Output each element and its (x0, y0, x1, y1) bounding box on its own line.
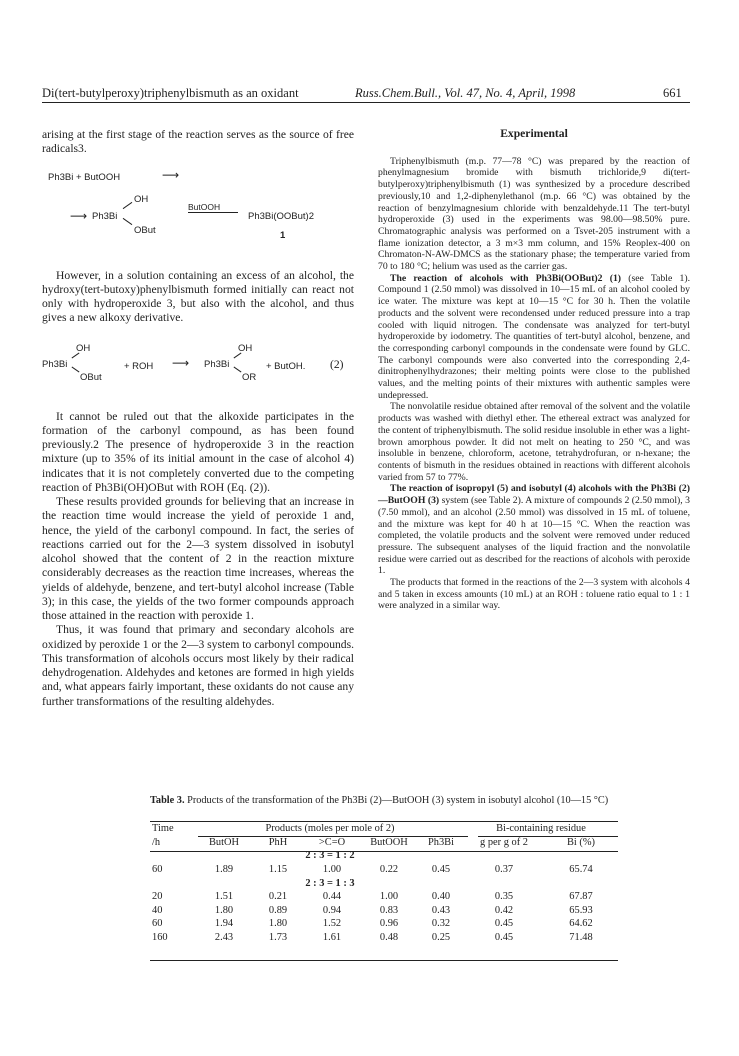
table-cell: 0.40 (431, 891, 451, 903)
table-row (150, 917, 618, 931)
table-header: g per g of 2 (480, 836, 528, 848)
header-title: Di(tert-butylperoxy)triphenylbismuth as an oxidant (42, 86, 299, 100)
table-cell: 0.94 (322, 904, 342, 916)
table-cell: 71.48 (569, 932, 593, 944)
table-cell: 1.73 (268, 932, 288, 944)
table-cell: 0.83 (379, 904, 399, 916)
table-cell: 0.32 (431, 918, 451, 930)
eq-oh: OH (76, 342, 91, 354)
table-header: Products (moles per mole of 2) (265, 823, 395, 835)
table-cell: 0.96 (379, 918, 399, 930)
table-cell: 0.21 (268, 891, 288, 903)
page-number: 661 (663, 86, 682, 100)
eq-obu: OBut (80, 371, 102, 383)
table-header-row (150, 836, 618, 850)
table-cell: 0.48 (379, 932, 399, 944)
table-group-row (150, 876, 618, 890)
table-cell: 1.80 (268, 918, 288, 930)
table-header: /h (152, 836, 161, 848)
table-cell: 0.42 (494, 904, 514, 916)
paragraph: However, in a solution containing an excess of an alcohol, the hydroxy(tert-butoxy)phenylbismuth formed initially can react not only with hydroperoxide 3, but also with the alcohol, and thus gives a new alkoxy derivative. (42, 268, 354, 325)
paragraph: Thus, it was found that primary and secondary alcohols are oxidized by peroxide 1 or the 2—3 system to carbonyl compounds. This transformation of alcohols occurs most likely by their radical dehydrogenation. Aldehydes and ketones are formed in high yields and, what appears fairly important, these oxidants do not cause any further transformations of the resulting aldehydes. (42, 623, 355, 708)
table-header: ButOOH (370, 836, 408, 848)
paragraph: arising at the first stage of the reaction serves as the source of free radicals3. (42, 128, 354, 156)
header-journal: Russ.Chem.Bull., Vol. 47, No. 4, April, 1998 (355, 86, 576, 100)
reaction-arrow: ⟶ (162, 167, 180, 182)
table-cell: 64.62 (569, 918, 593, 930)
run-in-heading: The reaction of isopropyl (5) and isobutyl (4) alcohols with the Ph3Bi (2)—ButOOH (3) (378, 483, 690, 507)
bond-line (123, 201, 133, 208)
table-cell: 1.80 (214, 904, 234, 916)
table-header: PhH (268, 836, 288, 848)
bond-line (234, 366, 242, 372)
table-group-row (150, 849, 618, 863)
table-group-label: 2 : 3 = 1 : 3 (305, 877, 355, 889)
table-cell: 65.74 (569, 864, 593, 876)
table-cell: 1.61 (322, 932, 342, 944)
table-cell: 0.45 (431, 864, 451, 876)
table-cell: 1.15 (268, 864, 288, 876)
scheme-reagent: ButOOH (188, 201, 221, 212)
equation-number: (2) (330, 357, 344, 371)
paragraph (378, 273, 690, 402)
reaction-arrow: ⟶ (172, 355, 190, 370)
eq-or: OR (242, 371, 257, 383)
table-cell: 0.44 (322, 891, 342, 903)
table-cell: 20 (152, 891, 163, 903)
bond-line (123, 217, 133, 224)
paragraph: The products that formed in the reactions of the 2—3 system with alcohols 4 and 5 taken in excess amounts (10 mL) at an ROH : toluene ratio equal to 1 : 1 were analyzed in a similar way. (378, 577, 690, 612)
table-header: Ph3Bi (428, 836, 454, 848)
table-header: ButOH (208, 836, 240, 848)
table-cell: 0.43 (431, 904, 451, 916)
table-header-row (150, 822, 618, 836)
scheme-product: Ph3Bi(OOBut)2 (248, 210, 314, 222)
table-cell: 60 (152, 918, 163, 930)
run-in-heading: The reaction of alcohols with Ph3Bi(OOBut)2 (1) (390, 272, 622, 284)
table-row (150, 890, 618, 904)
paragraph (378, 483, 690, 577)
table-cell: 1.52 (322, 918, 342, 930)
header-rule (42, 102, 690, 103)
paragraph: Triphenylbismuth (m.p. 77—78 °C) was prepared by the reaction of phenylmagnesium bromide with bismuth trichloride,9 di(tert-butylperoxy)triphenylbismuth (1) was synthesized by a procedure described previously,10 and 1,2-diphenylethanol (m.p. 66 °C) was obtained by the reaction of benzylmagnesium chloride with benzaldehyde.11 The tert-butyl hydroperoxide (3) used in the experiments was 98.00—98.50% pure. Chromatographic analysis was performed on a Tsvet-205 instrument with a flame ionization detector, a 3 m×3 mm column, and 15% Reoplex-400 on Chromaton-N-AW-DMCS as the stationary phase; the temperature varied from 70 to 180 °C; helium was used as the carrier gas. (378, 155, 690, 273)
eq-ph3bi: Ph3Bi (42, 358, 68, 370)
eq-oh: OH (238, 342, 253, 354)
eq-ph3bi: Ph3Bi (204, 358, 230, 370)
table-header: Bi-containing residue (496, 823, 586, 835)
table-header: >C=O (318, 836, 346, 848)
scheme-reactants: Ph3Bi + ButOOH (48, 171, 121, 183)
scheme-ph3bi: Ph3Bi (92, 210, 118, 222)
table-cell: 40 (152, 904, 163, 916)
table-cell: 0.45 (494, 932, 514, 944)
table-cell: 65.93 (569, 904, 593, 916)
table-header: Time (152, 823, 174, 835)
paragraph: It cannot be ruled out that the alkoxide participates in the formation of the carbonyl compound, as has been found previously.2 The presence of hydroperoxide 3 in the reaction mixture (up to 35% of its initial amount in the case of alcohol 4) indicates that it is not completely converted due to the competing reaction of Ph3Bi(OH)OBut with ROH (Eq. (2)). (42, 409, 354, 494)
paragraph: These results provided grounds for believing that an increase in the reaction time would increase the yield of peroxide 1 and, hence, the yield of the carbonyl compound. In fact, the series of reactions carried out for the 2—3 system dissolved in isobutyl alcohol showed that the content of 2 in the reaction mixture considerably decreases as the reaction time increases, whereas the yields of aldehyde, benzene, and tert-butyl alcohol increase (Table 3); in this case, the yields of the two former compounds approach those attained in the reaction with peroxide 1. (42, 495, 354, 622)
reaction-arrow (188, 212, 238, 213)
table-caption (150, 795, 620, 808)
table-header: Bi (%) (567, 836, 595, 848)
table-cell: 1.00 (379, 891, 399, 903)
table-row (150, 904, 618, 918)
left-column (42, 128, 354, 709)
table-row (150, 863, 618, 877)
table-cell: 1.89 (214, 864, 234, 876)
scheme-obu: OBut (134, 224, 156, 236)
eq-product: + ButOH. (266, 360, 306, 372)
table-label: Table 3. (150, 795, 185, 806)
table-cell: 1.00 (322, 864, 342, 876)
table-cell: 67.87 (569, 891, 593, 903)
table-cell: 0.37 (494, 864, 514, 876)
section-title: Experimental (500, 127, 568, 140)
table-cell: 2.43 (214, 932, 234, 944)
table-cell: 0.35 (494, 891, 514, 903)
equation-2 (42, 334, 354, 400)
data-table (150, 822, 618, 944)
bond-line (72, 366, 80, 372)
table-bottom-rule (150, 960, 618, 961)
reaction-arrow: ⟶ (70, 208, 88, 223)
table-caption-text: Products of the transformation of the Ph3Bi (2)—ButOOH (3) system in isobutyl alcohol (10—15 °C) (184, 795, 609, 806)
table-cell: 160 (152, 932, 168, 944)
eq-reagent: + ROH (124, 360, 154, 372)
table-cell: 0.45 (494, 918, 514, 930)
right-column (378, 128, 690, 612)
table-cell: 1.51 (214, 891, 234, 903)
table-cell: 0.25 (431, 932, 451, 944)
table-cell: 0.22 (379, 864, 399, 876)
paragraph-text: system (see Table 2). A mixture of compounds 2 (2.50 mmol), 3 (7.50 mmol), and an alcohol (2.50 mmol) was dissolved in 15 mL of toluene, and the mixture was kept for 40 h at 10—15 °C. When the reaction was completed, the volatile products and the solvent were removed under reduced pressure. The subsequent analyses of the liquid fraction and the nonvolatile residue were carried out as described for the reactions of alcohols with peroxide 1. (378, 495, 690, 577)
paragraph-text: (see Table 1). Compound 1 (2.50 mmol) was dissolved in 10—15 mL of an alcohol cooled by ice water. The mixture was kept at 10—15 °C for 30 h. Then the volatile products and the solvent were recondensed under reduced pressure into a trap cooled with liquid nitrogen. The condensate was analyzed for tert-butyl hydroperoxide by iodometry. The quantities of tert-butyl alcohol, benzene, and the corresponding carbonyl compounds in the condensate were found by GLC. The carbonyl compounds were also converted into the corresponding 2,4-dinitrophenylhydrazones; their melting points were close to the published values, and the melting points of their mixtures with authentic samples were undepressed. (378, 272, 690, 401)
reaction-scheme-1 (42, 165, 354, 261)
paragraph: The nonvolatile residue obtained after removal of the solvent and the volatile products was washed with diethyl ether. The ethereal extract was analyzed for the content of triphenylbismuth. The solid residue insoluble in ether was a light-brown amorphous powder. It did not melt on heating to 250 °C, and was insoluble in benzene, chloroform, acetone, tetrahydrofuran, or n-hexane; the contents of bismuth in the residues obtained in reactions with different alcohols varied from 57 to 77%. (378, 401, 690, 483)
table-cell: 1.94 (214, 918, 234, 930)
table-row (150, 931, 618, 945)
table-cell: 0.89 (268, 904, 288, 916)
table-cell: 60 (152, 864, 163, 876)
compound-number: 1 (280, 229, 286, 241)
scheme-oh: OH (134, 193, 149, 205)
table-group-label: 2 : 3 = 1 : 2 (305, 850, 355, 862)
